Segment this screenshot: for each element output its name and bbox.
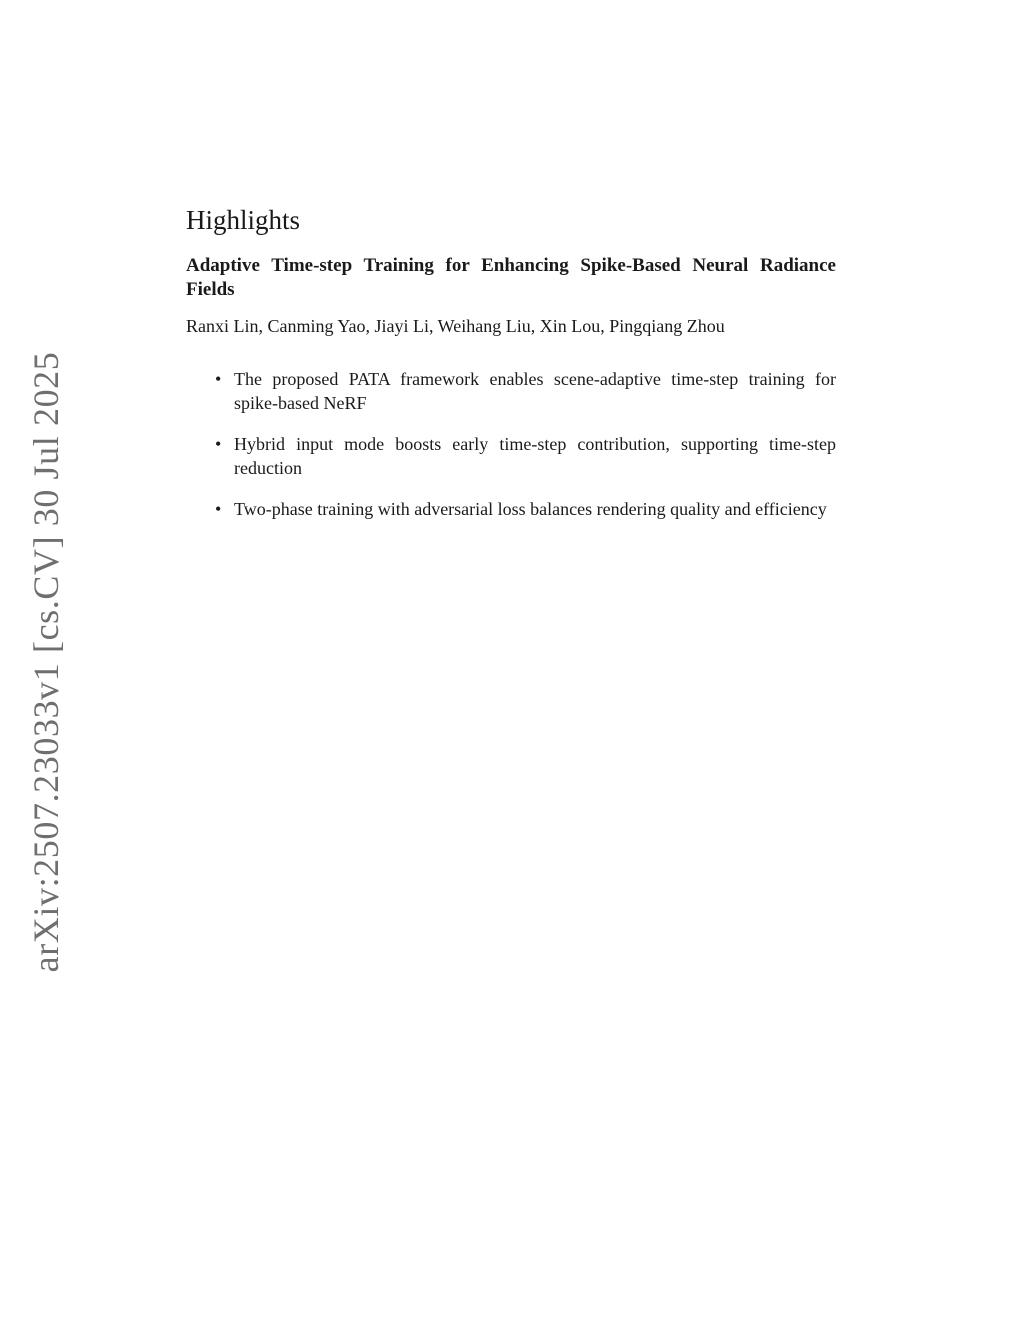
- highlights-page: [186, 202, 836, 538]
- bullet-icon: •: [215, 499, 222, 519]
- highlight-text: Hybrid input mode boosts early time-step contribution, supporting time-step reduction: [234, 434, 836, 478]
- highlight-item: [215, 432, 836, 480]
- paper-title: Adaptive Time-step Training for Enhancing Spike-Based Neural Radiance Fields: [186, 255, 836, 300]
- highlight-item: [215, 497, 836, 521]
- bullet-icon: •: [215, 434, 222, 454]
- bullet-icon: •: [215, 369, 222, 389]
- highlight-text: Two-phase training with adversarial loss balances rendering quality and efficiency: [234, 499, 827, 519]
- highlights-list: [186, 367, 836, 521]
- author-list: Ranxi Lin, Canming Yao, Jiayi Li, Weihang Liu, Xin Lou, Pingqiang Zhou: [186, 316, 725, 336]
- highlight-text: The proposed PATA framework enables scene-adaptive time-step training for spike-based NeRF: [234, 369, 836, 413]
- highlight-item: [215, 367, 836, 415]
- section-heading: Highlights: [186, 205, 301, 235]
- arxiv-identifier-stamp: arXiv:2507.23033v1 [cs.CV] 30 Jul 2025: [26, 351, 66, 973]
